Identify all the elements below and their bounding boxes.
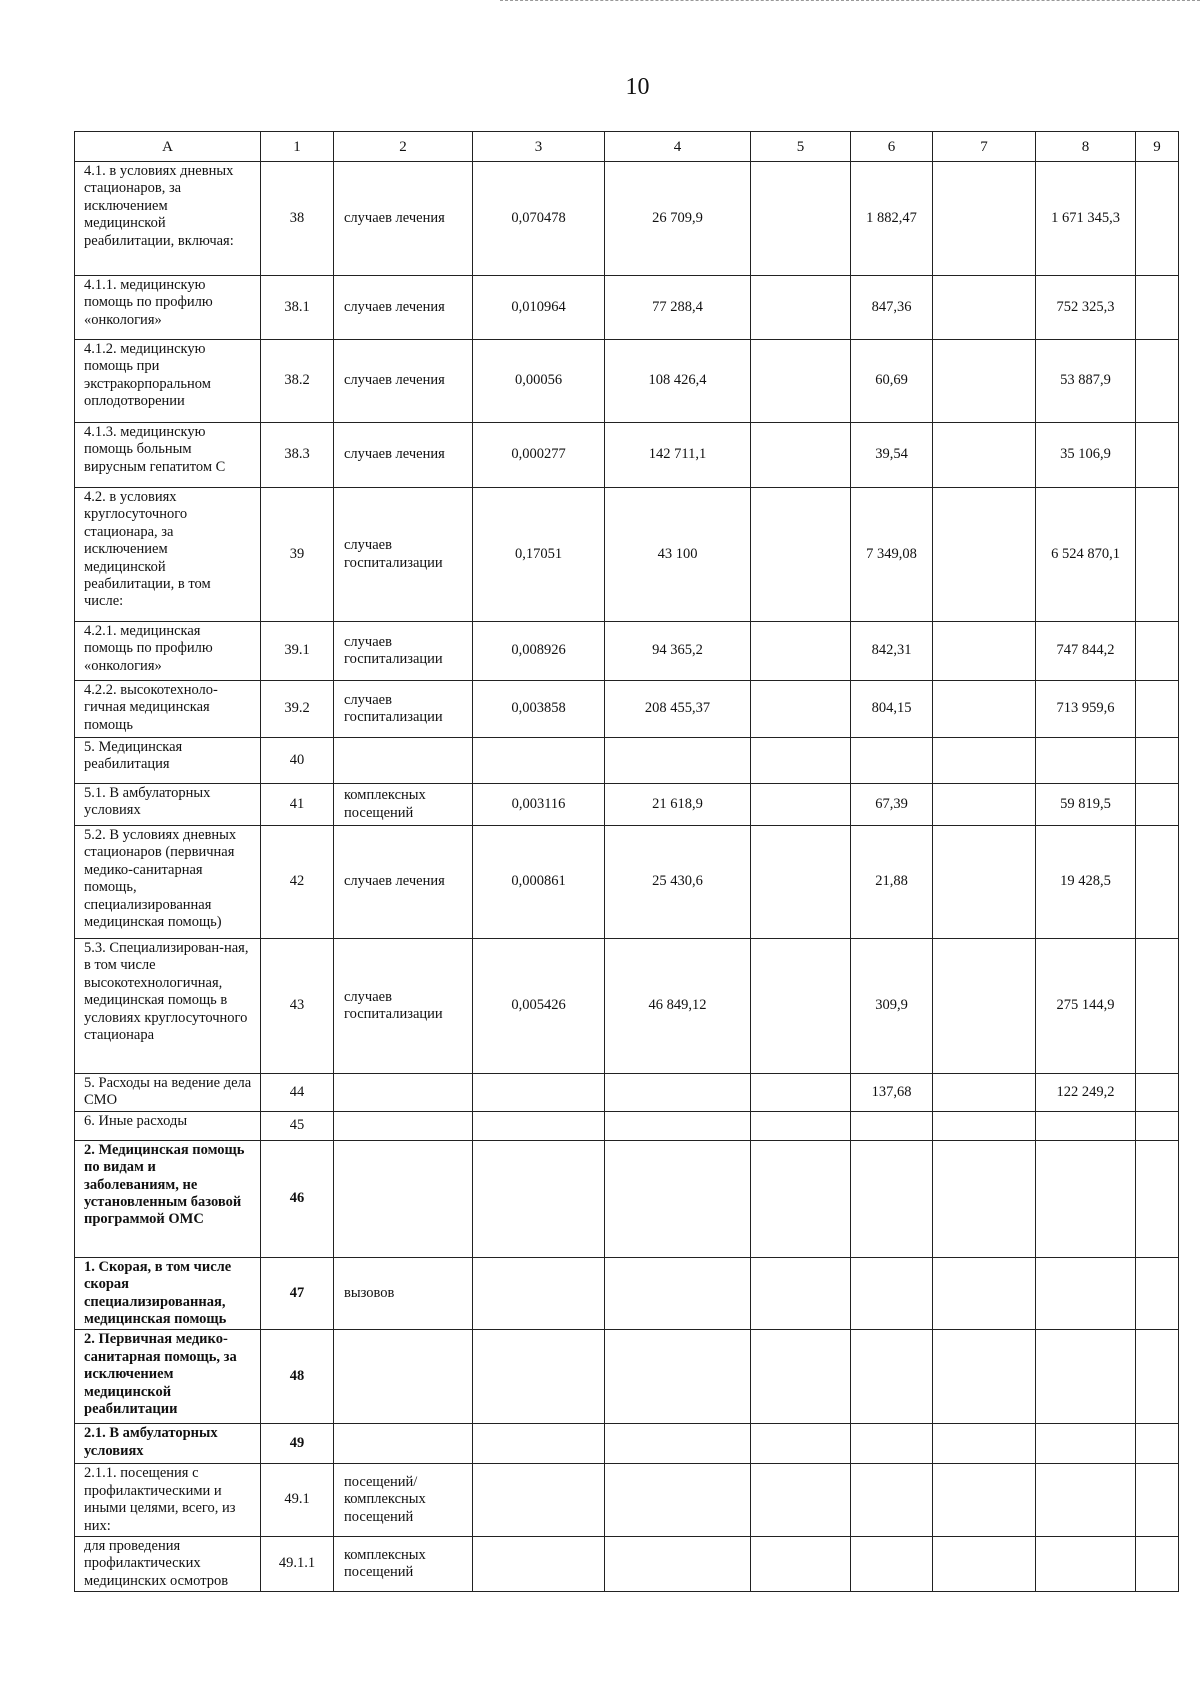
value-col-8: 747 844,2 [1036,622,1136,681]
column-header-8: 8 [1036,132,1136,162]
unit-cell: случаев госпитализации [334,622,473,681]
table-row [75,738,1179,784]
row-label: 4.1.3. медицинскую помощь больным вирусным гепатитом С [75,423,261,488]
unit-cell: случаев лечения [334,826,473,939]
row-number: 41 [261,784,334,826]
value-col-5 [751,276,851,340]
value-col-8: 35 106,9 [1036,423,1136,488]
value-col-4 [605,1330,751,1424]
value-col-7 [933,681,1036,738]
row-number: 45 [261,1111,334,1140]
column-header-5: 5 [751,132,851,162]
value-col-6: 847,36 [851,276,933,340]
value-col-5 [751,1257,851,1330]
row-label: 4.1. в условиях дневных стационаров, за исключением медицинской реабилитации, включая: [75,162,261,276]
value-col-5 [751,1330,851,1424]
unit-cell: комплексных посещений [334,784,473,826]
table-row [75,1424,1179,1464]
row-number: 47 [261,1257,334,1330]
row-number: 49.1.1 [261,1536,334,1591]
row-label: 5.1. В амбулаторных условиях [75,784,261,826]
value-col-7 [933,826,1036,939]
value-col-3 [473,1074,605,1112]
value-col-8 [1036,1536,1136,1591]
value-col-9 [1136,423,1179,488]
value-col-6: 804,15 [851,681,933,738]
column-header-3: 3 [473,132,605,162]
row-label: 4.2.2. высокотехноло-гичная медицинская помощь [75,681,261,738]
value-col-6 [851,1111,933,1140]
row-number: 44 [261,1074,334,1112]
value-col-4 [605,1140,751,1257]
value-col-9 [1136,1074,1179,1112]
unit-cell: комплексных посещений [334,1536,473,1591]
table-row [75,276,1179,340]
value-col-7 [933,939,1036,1074]
value-col-4: 208 455,37 [605,681,751,738]
value-col-9 [1136,622,1179,681]
unit-cell: случаев лечения [334,340,473,423]
value-col-4 [605,1464,751,1537]
row-number: 38.1 [261,276,334,340]
column-header-6: 6 [851,132,933,162]
value-col-9 [1136,1330,1179,1424]
value-col-9 [1136,276,1179,340]
value-col-9 [1136,738,1179,784]
value-col-5 [751,826,851,939]
table-row [75,622,1179,681]
value-col-4: 43 100 [605,488,751,622]
page-number: 10 [625,74,650,100]
value-col-3: 0,003858 [473,681,605,738]
value-col-9 [1136,939,1179,1074]
table-row [75,1464,1179,1537]
value-col-3: 0,00056 [473,340,605,423]
value-col-3 [473,738,605,784]
value-col-5 [751,738,851,784]
value-col-9 [1136,340,1179,423]
value-col-4: 108 426,4 [605,340,751,423]
table-row [75,939,1179,1074]
value-col-4 [605,1257,751,1330]
value-col-3 [473,1464,605,1537]
row-label: 4.1.2. медицинскую помощь при экстракорпоральном оплодотворении [75,340,261,423]
value-col-5 [751,1074,851,1112]
value-col-4 [605,1424,751,1464]
value-col-7 [933,488,1036,622]
row-number: 39.1 [261,622,334,681]
value-col-8: 19 428,5 [1036,826,1136,939]
value-col-4 [605,1074,751,1112]
value-col-4: 21 618,9 [605,784,751,826]
value-col-6 [851,1536,933,1591]
column-header-4: 4 [605,132,751,162]
table-row [75,1074,1179,1112]
table-row [75,340,1179,423]
value-col-3: 0,17051 [473,488,605,622]
unit-cell [334,1111,473,1140]
value-col-8: 53 887,9 [1036,340,1136,423]
value-col-7 [933,276,1036,340]
value-col-3: 0,005426 [473,939,605,1074]
row-label: 4.2.1. медицинская помощь по профилю «онкология» [75,622,261,681]
value-col-9 [1136,162,1179,276]
value-col-9 [1136,1536,1179,1591]
column-header-a: А [75,132,261,162]
value-col-7 [933,1140,1036,1257]
row-number: 48 [261,1330,334,1424]
column-header-1: 1 [261,132,334,162]
value-col-6: 60,69 [851,340,933,423]
value-col-5 [751,162,851,276]
value-col-8 [1036,1257,1136,1330]
unit-cell: случаев лечения [334,423,473,488]
table-row [75,1257,1179,1330]
value-col-4: 94 365,2 [605,622,751,681]
value-col-5 [751,1536,851,1591]
value-col-7 [933,423,1036,488]
value-col-3: 0,010964 [473,276,605,340]
value-col-5 [751,622,851,681]
value-col-9 [1136,1111,1179,1140]
table-row [75,488,1179,622]
unit-cell [334,738,473,784]
row-number: 39.2 [261,681,334,738]
value-col-5 [751,939,851,1074]
value-col-5 [751,784,851,826]
value-col-6 [851,738,933,784]
value-col-6: 67,39 [851,784,933,826]
value-col-4 [605,1536,751,1591]
value-col-6 [851,1424,933,1464]
scan-edge-line [500,0,1200,4]
unit-cell [334,1074,473,1112]
value-col-7 [933,1074,1036,1112]
value-col-4: 77 288,4 [605,276,751,340]
unit-cell: случаев лечения [334,276,473,340]
value-col-6 [851,1257,933,1330]
unit-cell [334,1330,473,1424]
value-col-8: 275 144,9 [1036,939,1136,1074]
value-col-6: 842,31 [851,622,933,681]
unit-cell: вызовов [334,1257,473,1330]
table-row [75,784,1179,826]
value-col-4: 142 711,1 [605,423,751,488]
row-label: 6. Иные расходы [75,1111,261,1140]
value-col-7 [933,1330,1036,1424]
value-col-8 [1036,1424,1136,1464]
table-row [75,826,1179,939]
row-label: 4.1.1. медицинскую помощь по профилю «онкология» [75,276,261,340]
value-col-9 [1136,1140,1179,1257]
value-col-6 [851,1464,933,1537]
value-col-6: 21,88 [851,826,933,939]
value-col-8: 59 819,5 [1036,784,1136,826]
value-col-9 [1136,488,1179,622]
value-col-4: 46 849,12 [605,939,751,1074]
value-col-9 [1136,1424,1179,1464]
value-col-7 [933,1257,1036,1330]
row-label: 5.3. Специализирован-ная, в том числе высокотехнологичная, медицинская помощь в условиях круглосуточного стационара [75,939,261,1074]
row-number: 38.2 [261,340,334,423]
value-col-9 [1136,681,1179,738]
row-label: 5. Расходы на ведение дела СМО [75,1074,261,1112]
value-col-7 [933,622,1036,681]
value-col-8 [1036,1140,1136,1257]
value-col-9 [1136,1257,1179,1330]
value-col-3 [473,1140,605,1257]
value-col-3 [473,1424,605,1464]
value-col-6: 137,68 [851,1074,933,1112]
value-col-3: 0,000861 [473,826,605,939]
value-col-3: 0,003116 [473,784,605,826]
value-col-5 [751,1111,851,1140]
row-number: 40 [261,738,334,784]
header-row [75,132,1179,162]
unit-cell: посещений/ комплексных посещений [334,1464,473,1537]
value-col-7 [933,1111,1036,1140]
value-col-8: 122 249,2 [1036,1074,1136,1112]
row-label: 4.2. в условиях круглосуточного стационара, за исключением медицинской реабилитации, в том числе: [75,488,261,622]
value-col-6: 7 349,08 [851,488,933,622]
value-col-6 [851,1330,933,1424]
table-row [75,162,1179,276]
row-number: 49 [261,1424,334,1464]
value-col-9 [1136,784,1179,826]
value-col-7 [933,1536,1036,1591]
value-col-8 [1036,1330,1136,1424]
column-header-9: 9 [1136,132,1179,162]
row-label: для проведения профилактических медицинских осмотров [75,1536,261,1591]
value-col-8: 713 959,6 [1036,681,1136,738]
value-col-6: 39,54 [851,423,933,488]
value-col-4: 26 709,9 [605,162,751,276]
value-col-3: 0,000277 [473,423,605,488]
row-label: 2. Первичная медико-санитарная помощь, за исключением медицинской реабилитации [75,1330,261,1424]
row-label: 1. Скорая, в том числе скорая специализированная, медицинская помощь [75,1257,261,1330]
value-col-8: 752 325,3 [1036,276,1136,340]
value-col-6: 1 882,47 [851,162,933,276]
value-col-8: 6 524 870,1 [1036,488,1136,622]
value-col-7 [933,1464,1036,1537]
unit-cell [334,1424,473,1464]
value-col-3 [473,1330,605,1424]
unit-cell: случаев госпитализации [334,488,473,622]
value-col-9 [1136,826,1179,939]
row-number: 43 [261,939,334,1074]
value-col-5 [751,1140,851,1257]
row-number: 42 [261,826,334,939]
row-number: 38.3 [261,423,334,488]
table-row [75,1536,1179,1591]
value-col-4 [605,738,751,784]
row-number: 49.1 [261,1464,334,1537]
value-col-6: 309,9 [851,939,933,1074]
table-row [75,681,1179,738]
value-col-7 [933,162,1036,276]
value-col-3 [473,1111,605,1140]
value-col-5 [751,423,851,488]
unit-cell: случаев лечения [334,162,473,276]
value-col-4: 25 430,6 [605,826,751,939]
value-col-8 [1036,1464,1136,1537]
value-col-5 [751,1424,851,1464]
table-row [75,1111,1179,1140]
value-col-3 [473,1536,605,1591]
value-col-5 [751,488,851,622]
row-label: 2. Медицинская помощь по видам и заболеваниям, не установленным базовой программой ОМС [75,1140,261,1257]
unit-cell: случаев госпитализации [334,681,473,738]
value-col-7 [933,340,1036,423]
value-col-7 [933,1424,1036,1464]
row-label: 5. Медицинская реабилитация [75,738,261,784]
unit-cell: случаев госпитализации [334,939,473,1074]
table-row [75,423,1179,488]
value-col-9 [1136,1464,1179,1537]
value-col-6 [851,1140,933,1257]
table-body [75,162,1179,1592]
value-col-8 [1036,738,1136,784]
value-col-5 [751,681,851,738]
value-col-3 [473,1257,605,1330]
data-table [74,131,1179,1592]
row-label: 5.2. В условиях дневных стационаров (первичная медико-санитарная помощь, специализированная медицинская помощь) [75,826,261,939]
value-col-4 [605,1111,751,1140]
column-header-2: 2 [334,132,473,162]
value-col-7 [933,784,1036,826]
table-row [75,1140,1179,1257]
row-label: 2.1. В амбулаторных условиях [75,1424,261,1464]
row-number: 39 [261,488,334,622]
column-header-7: 7 [933,132,1036,162]
table-row [75,1330,1179,1424]
row-number: 38 [261,162,334,276]
value-col-5 [751,340,851,423]
value-col-8: 1 671 345,3 [1036,162,1136,276]
value-col-7 [933,738,1036,784]
value-col-3: 0,008926 [473,622,605,681]
value-col-5 [751,1464,851,1537]
row-number: 46 [261,1140,334,1257]
value-col-3: 0,070478 [473,162,605,276]
value-col-8 [1036,1111,1136,1140]
unit-cell [334,1140,473,1257]
row-label: 2.1.1. посещения с профилактическими и иными целями, всего, из них: [75,1464,261,1537]
